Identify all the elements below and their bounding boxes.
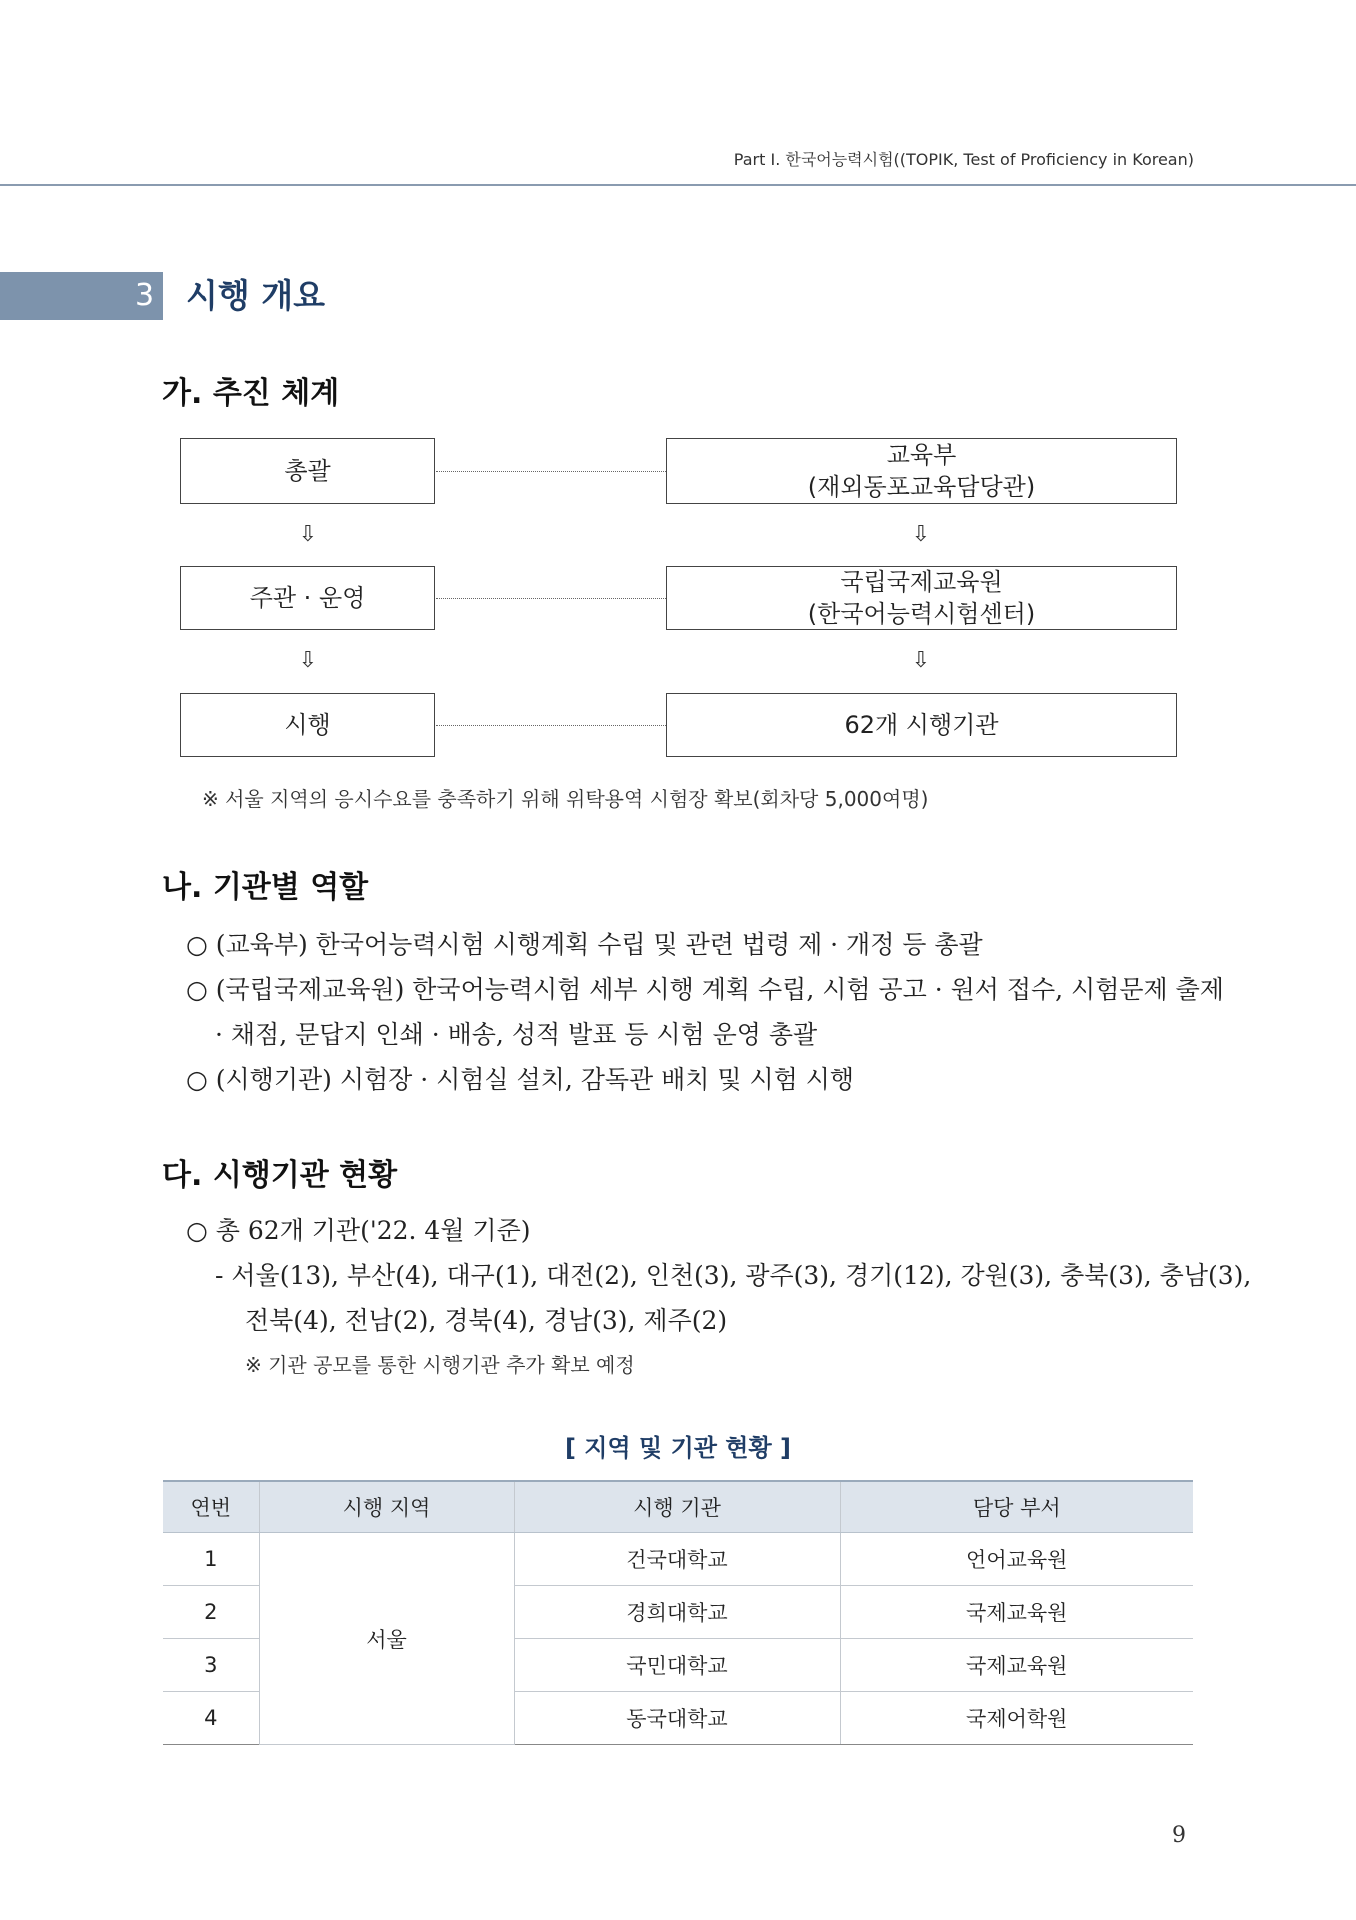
institutions-total-text: 총 62개 기관('22. 4월 기준) <box>215 1216 531 1245</box>
down-arrow-icon: ⇩ <box>298 648 318 673</box>
header-rule <box>0 184 1356 186</box>
column-header: 연번 <box>163 1481 259 1533</box>
cell-department: 국제교육원 <box>840 1639 1193 1692</box>
subsection-title-structure: 가. 추진 체계 <box>162 376 340 411</box>
running-header: Part Ⅰ. 한국어능력시험((TOPIK, Test of Proficiency in Korean) <box>733 150 1194 169</box>
cell-department: 언어교육원 <box>840 1533 1193 1586</box>
regions-line-continuation: 전북(4), 전남(2), 경북(4), 경남(3), 제주(2) <box>245 1306 728 1335</box>
role-item <box>186 970 1224 1006</box>
bullet-icon: ○ <box>186 1065 208 1094</box>
institutions-note: ※ 기관 공모를 통한 시행기관 추가 확보 예정 <box>245 1353 635 1377</box>
role-item <box>186 925 983 961</box>
dash-icon: - <box>215 1261 224 1290</box>
cell-institution: 동국대학교 <box>514 1692 840 1745</box>
org-entity-name: 국립국제교육원 <box>840 568 1003 596</box>
org-entity-name: 교육부 <box>886 441 957 469</box>
regions-line <box>215 1256 1251 1292</box>
regions-text: 서울(13), 부산(4), 대구(1), 대전(2), 인천(3), 광주(3), 경기(12), 강원(3), 충북(3), 충남(3), <box>231 1261 1252 1290</box>
cell-region: 서울 <box>259 1533 514 1745</box>
org-role-label: 주관 · 운영 <box>249 584 366 612</box>
down-arrow-icon: ⇩ <box>911 648 931 673</box>
column-header: 담당 부서 <box>840 1481 1193 1533</box>
down-arrow-icon: ⇩ <box>911 522 931 547</box>
bullet-icon: ○ <box>186 930 208 959</box>
cell-no: 1 <box>163 1533 259 1586</box>
column-header: 시행 기관 <box>514 1481 840 1533</box>
org-entity-name: 62개 시행기관 <box>844 711 999 739</box>
cell-institution: 경희대학교 <box>514 1586 840 1639</box>
cell-no: 3 <box>163 1639 259 1692</box>
org-connector <box>436 725 666 726</box>
subsection-title-roles: 나. 기관별 역할 <box>162 870 369 905</box>
org-role-label: 총괄 <box>284 457 331 485</box>
cell-institution: 국민대학교 <box>514 1639 840 1692</box>
section-title: 시행 개요 <box>186 276 326 315</box>
table-caption: [ 지역 및 기관 현황 ] <box>564 1434 791 1462</box>
table-row <box>163 1533 1193 1586</box>
role-item-text: (국립국제교육원) 한국어능력시험 세부 시행 계획 수립, 시험 공고 · 원서 접수, 시험문제 출제 <box>215 975 1224 1004</box>
bullet-icon: ○ <box>186 1216 208 1245</box>
bullet-icon: ○ <box>186 975 208 1004</box>
table-header-row <box>163 1481 1193 1533</box>
org-entity-box <box>666 438 1177 504</box>
role-item-text: (시행기관) 시험장 · 시험실 설치, 감독관 배치 및 시험 시행 <box>215 1065 855 1094</box>
cell-no: 2 <box>163 1586 259 1639</box>
column-header: 시행 지역 <box>259 1481 514 1533</box>
org-role-box <box>180 693 435 757</box>
org-entity-subname: (한국어능력시험센터) <box>807 600 1036 628</box>
org-entity-subname: (재외동포교육담당관) <box>807 473 1036 501</box>
org-entity-box <box>666 693 1177 757</box>
role-item-continuation: · 채점, 문답지 인쇄 · 배송, 성적 발표 등 시험 운영 총괄 <box>215 1020 818 1049</box>
role-item <box>186 1060 854 1096</box>
org-role-label: 시행 <box>284 711 331 739</box>
org-role-box <box>180 438 435 504</box>
cell-institution: 건국대학교 <box>514 1533 840 1586</box>
region-institution-table <box>163 1480 1193 1745</box>
institutions-total <box>186 1211 530 1247</box>
org-chart-note: ※ 서울 지역의 응시수요를 충족하기 위해 위탁용역 시험장 확보(회차당 5,000여명) <box>202 787 929 811</box>
page-number: 9 <box>1172 1823 1186 1848</box>
org-connector <box>436 598 666 599</box>
org-connector <box>436 471 666 472</box>
cell-department: 국제어학원 <box>840 1692 1193 1745</box>
cell-department: 국제교육원 <box>840 1586 1193 1639</box>
section-number: 3 <box>134 278 155 313</box>
role-item-text: (교육부) 한국어능력시험 시행계획 수립 및 관련 법령 제 · 개정 등 총괄 <box>215 930 983 959</box>
org-entity-box <box>666 566 1177 630</box>
org-role-box <box>180 566 435 630</box>
down-arrow-icon: ⇩ <box>298 522 318 547</box>
subsection-title-institutions: 다. 시행기관 현황 <box>162 1158 398 1193</box>
cell-no: 4 <box>163 1692 259 1745</box>
